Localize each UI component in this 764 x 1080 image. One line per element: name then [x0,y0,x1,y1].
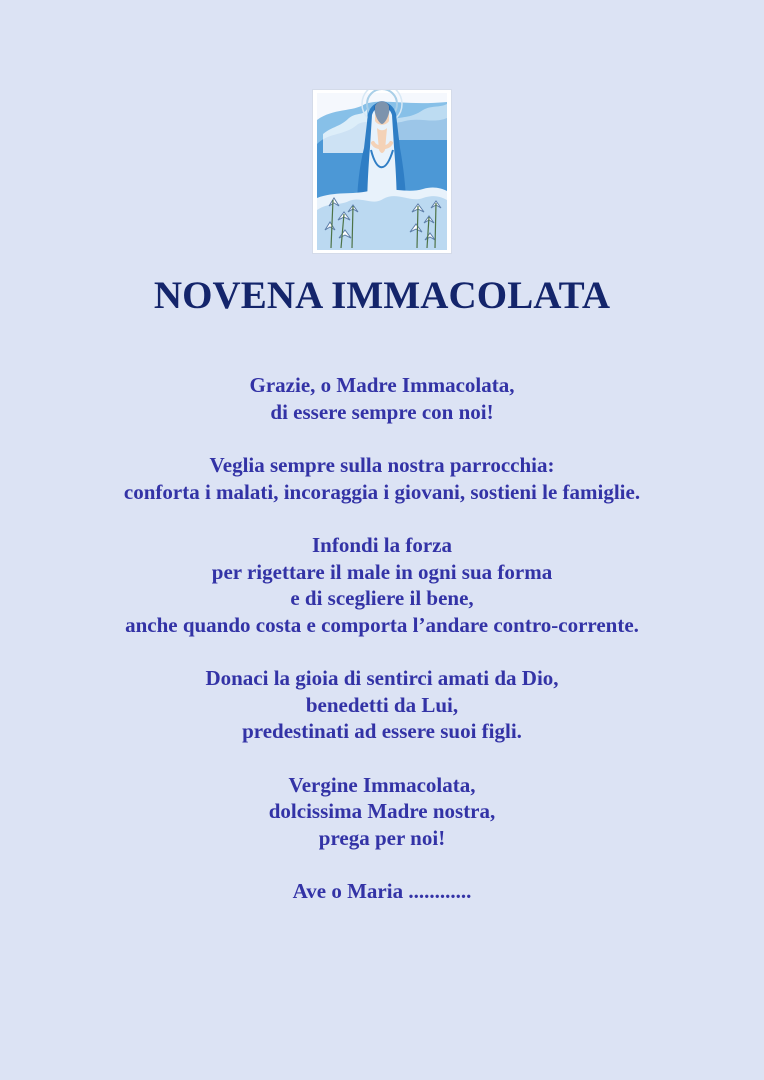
prayer-line: Infondi la forza [311,533,452,557]
virgin-mary-icon [313,90,451,253]
prayer-line: per rigettare il male in ogni sua forma [211,559,553,584]
prayer-line: dolcissima Madre nostra, [268,799,496,823]
prayer-line: Donaci la gioia di sentirci amati da Dio, [205,666,559,690]
prayer-line: di essere sempre con noi! [270,399,494,424]
prayer-line: Grazie, o Madre Immacolata, [249,373,515,397]
prayer-line: prega per noi! [318,825,446,850]
prayer-line: benedetti da Lui, [305,692,459,717]
prayer-stanza [0,532,764,638]
prayer-line: anche quando costa e comporta l’andare contro-corrente. [125,612,639,637]
prayer-line: e di scegliere il bene, [290,586,474,610]
prayer-text [0,372,764,932]
prayer-line: Ave o Maria ............ [292,879,472,903]
prayer-stanza [0,452,764,505]
prayer-line: predestinati ad essere suoi figli. [242,719,522,743]
prayer-line: Vergine Immacolata, [288,772,476,797]
virgin-mary-image [313,90,451,253]
prayer-stanza [0,772,764,852]
prayer-line: Veglia sempre sulla nostra parrocchia: [209,453,555,477]
prayer-line: conforta i malati, incoraggia i giovani, sostieni le famiglie. [123,479,641,504]
page-title: NOVENA IMMACOLATA [153,274,611,317]
prayer-stanza [0,372,764,425]
prayer-stanza [0,665,764,745]
prayer-stanza [0,878,764,905]
